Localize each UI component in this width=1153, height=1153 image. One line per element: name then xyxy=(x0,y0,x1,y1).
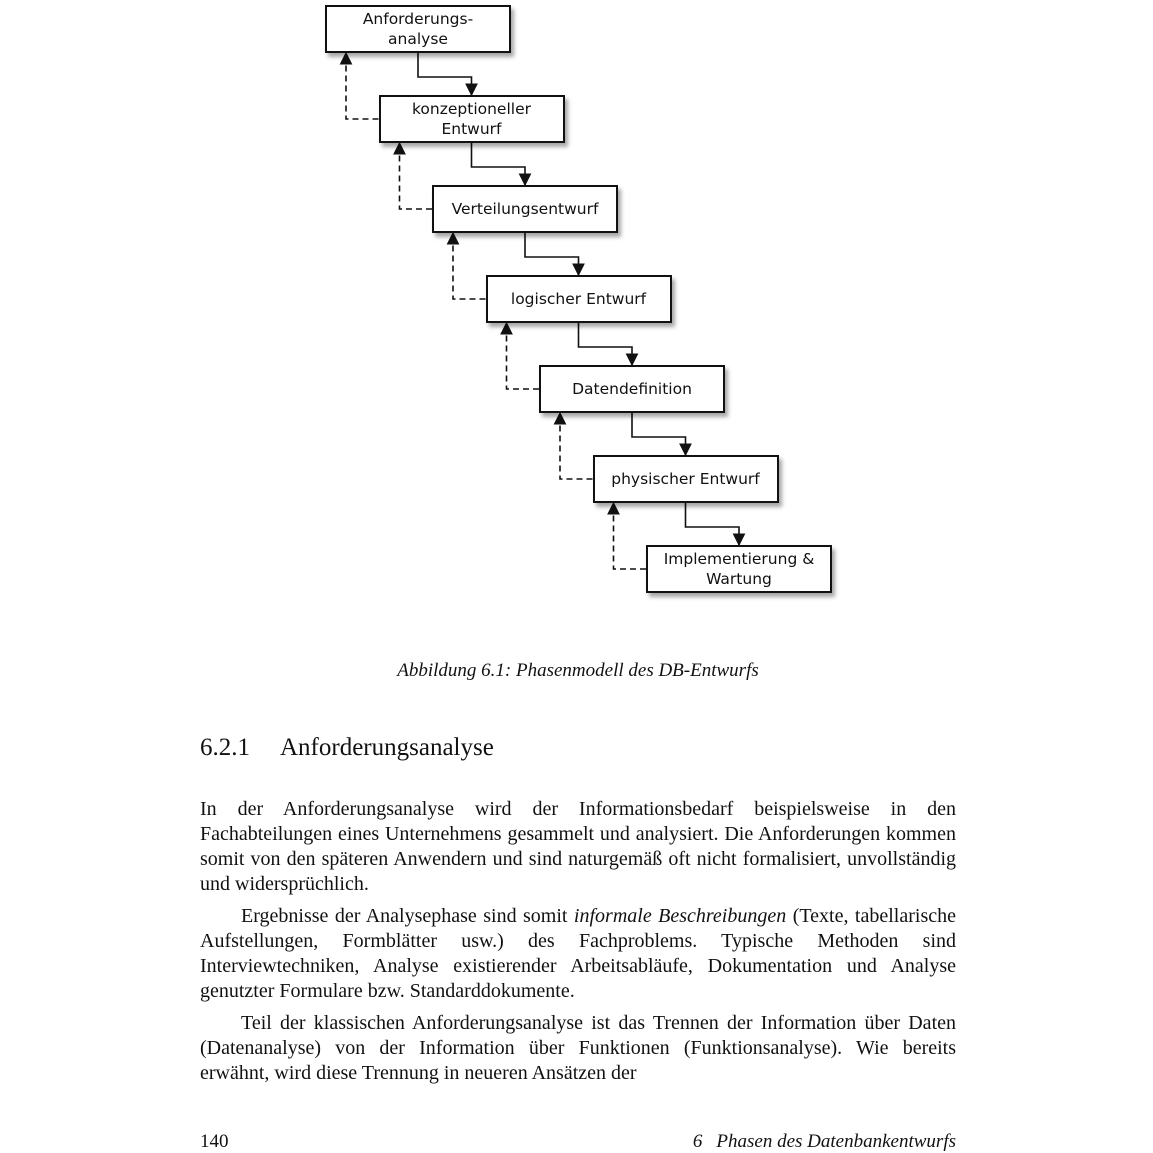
chapter-title: Phasen des Datenbankentwurfs xyxy=(716,1131,956,1152)
feedback-arrow-6 xyxy=(614,503,647,569)
feedback-arrow-4 xyxy=(507,323,540,389)
forward-arrow-4 xyxy=(579,323,633,365)
feedback-arrow-2 xyxy=(400,143,433,209)
phase-box-2: konzeptioneller Entwurf xyxy=(379,95,565,143)
forward-arrow-1 xyxy=(418,53,472,95)
forward-arrow-6 xyxy=(686,503,740,545)
paragraph-3: Teil der klassischen Anforderungsanalyse ist das Trennen der Information über Daten (Datenanalyse) von der Information über Funktionen (Funktionsanalyse). Wie bereits erwähnt, wird diese Trennung in neueren Ansätzen der xyxy=(200,1012,956,1084)
forward-arrow-5 xyxy=(632,413,686,455)
phase-box-4: logischer Entwurf xyxy=(486,275,672,323)
phase-box-5: Datendefinition xyxy=(539,365,725,413)
phase-box-6: physischer Entwurf xyxy=(593,455,779,503)
forward-arrow-3 xyxy=(525,233,579,275)
running-header xyxy=(693,1131,956,1153)
paragraph-1: In der Anforderungsanalyse wird der Informationsbedarf beispielsweise in den Fachabteilungen eines Unternehmens gesammelt und analysiert. Die Anforderungen kommen somit von den späteren Anwendern und sind naturgemäß oft nicht formalisiert, unvollständig und widersprüchlich. xyxy=(200,798,956,895)
section-number: 6.2.1 xyxy=(200,734,250,761)
forward-arrow-2 xyxy=(472,143,526,185)
paragraph-2-emphasis: informale Beschreibungen xyxy=(573,905,787,927)
feedback-arrow-3 xyxy=(453,233,486,299)
phase-box-1: Anforderungs- analyse xyxy=(325,5,511,53)
paragraph-2 xyxy=(200,904,956,1004)
feedback-arrow-1 xyxy=(346,53,379,119)
section-title: Anforderungsanalyse xyxy=(280,734,494,761)
phase-box-7: Implementierung & Wartung xyxy=(646,545,832,593)
page-footer xyxy=(200,1131,956,1153)
paragraph-2-start: Ergebnisse der Analysephase sind somit xyxy=(241,905,574,927)
page-number: 140 xyxy=(200,1131,229,1152)
section-heading xyxy=(200,734,494,762)
feedback-arrow-5 xyxy=(560,413,593,479)
figure-caption: Abbildung 6.1: Phasenmodell des DB-Entwurfs xyxy=(397,660,759,681)
phase-box-3: Verteilungsentwurf xyxy=(432,185,618,233)
chapter-number: 6 xyxy=(692,1131,703,1152)
paragraph-2-end: (Texte, tabellarische Aufstellungen, Formblätter usw.) des Fachproblems. Typische Methoden sind Interviewtechniken, Analyse existierender Arbeitsabläufe, Dokumentation und Analyse genutzter Formulare bzw. Standarddokumente. xyxy=(200,905,956,1002)
body-text xyxy=(200,797,956,1093)
